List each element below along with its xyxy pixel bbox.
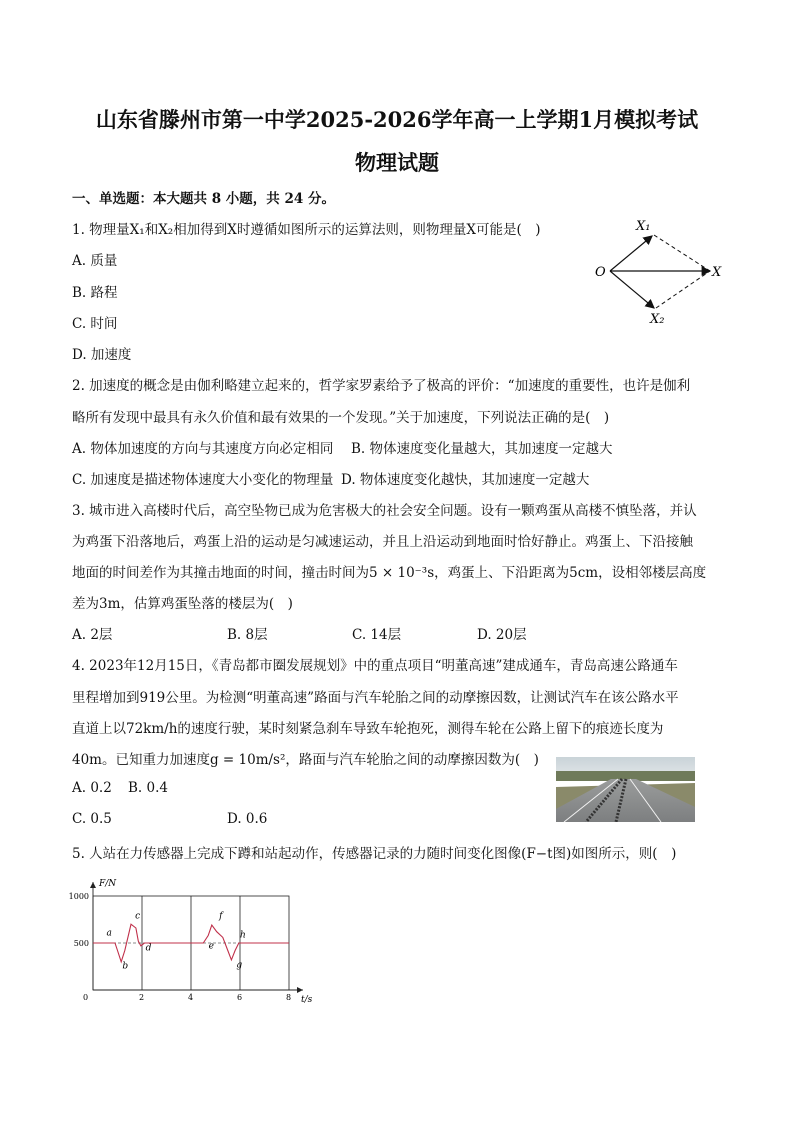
q1-option-c: C. 时间 — [72, 316, 118, 332]
q3-option-d: D. 20层 — [477, 627, 527, 643]
point-label-c: c — [135, 911, 141, 922]
section-heading: 一、单选题：本大题共 8 小题，共 24 分。 — [72, 191, 335, 207]
q4-stem-line4: 40m。已知重力加速度g = 10m/s²，路面与汽车轮胎之间的动摩擦因数为( ) — [72, 752, 539, 768]
dashed-guide-bottom — [656, 271, 710, 308]
x-tick-label: 8 — [286, 993, 292, 1002]
q4-stem-line1: 4. 2023年12月15日，《青岛都市圈发展规划》中的重点项目“明董高速”建成通车，青岛高速公路通车 — [72, 658, 678, 674]
y-axis-arrow — [90, 882, 96, 888]
q4-option-b: B. 0.4 — [128, 780, 168, 796]
q1-option-b: B. 路程 — [72, 285, 118, 301]
x-tick-label: 2 — [139, 993, 145, 1002]
point-label-d: d — [145, 943, 152, 954]
q2-stem-line1: 2. 加速度的概念是由伽利略建立起来的，哲学家罗素给予了极高的评价：“加速度的重要性，也许是伽利 — [72, 378, 691, 394]
q2-option-a: A. 物体加速度的方向与其速度方向必定相同 — [72, 441, 334, 457]
y-tick-label: 500 — [73, 939, 89, 948]
point-label-f: f — [219, 911, 223, 922]
q1-option-d: D. 加速度 — [72, 347, 132, 363]
q4-stem-line3: 直道上以72km/h的速度行驶，某时刻紧急刹车导致车轮抱死，测得车轮在公路上留下的痕迹长度为 — [72, 721, 664, 737]
label-x1: X₁ — [636, 219, 651, 234]
point-label-g: g — [236, 960, 243, 971]
q4-option-c: C. 0.5 — [72, 811, 112, 827]
x-tick-label: 4 — [188, 993, 194, 1002]
x-axis-label: t/s — [301, 995, 313, 1005]
q3-stem-line3: 地面的时间差作为其撞击地面的时间，撞击时间为5 × 10⁻³s，鸡蛋上、下沿距离为5cm，设相邻楼层高度 — [72, 565, 707, 581]
dashed-guide-top — [654, 235, 710, 271]
x-tick-label: 6 — [237, 993, 243, 1002]
q2-option-c: C. 加速度是描述物体速度大小变化的物理量 — [72, 472, 334, 488]
label-x: X — [712, 265, 722, 280]
q1-option-a: A. 质量 — [72, 253, 118, 269]
vector-x1 — [610, 236, 652, 271]
q4-stem-line2: 里程增加到919公里。为检测“明董高速”路面与汽车轮胎之间的动摩擦因数，让测试汽车在该公路水平 — [72, 690, 679, 706]
q3-stem-line1: 3. 城市进入高楼时代后，高空坠物已成为危害极大的社会安全问题。设有一颗鸡蛋从高楼不慎坠落，并认 — [72, 503, 697, 519]
q2-stem-line2: 略所有发现中最具有永久价值和最有效果的一个发现。”关于加速度，下列说法正确的是( ) — [72, 410, 610, 426]
x-tick-label: 0 — [83, 993, 89, 1002]
y-tick-label: 1000 — [68, 892, 89, 901]
vector-addition-figure — [592, 214, 732, 332]
q4-option-a: A. 0.2 — [72, 780, 112, 796]
q3-stem-line2: 为鸡蛋下沿落地后，鸡蛋上沿的运动是匀减速运动，并且上沿运动到地面时恰好静止。鸡蛋上、下沿接触 — [72, 534, 693, 550]
q4-option-d: D. 0.6 — [227, 811, 268, 827]
point-label-e: e — [208, 941, 214, 952]
q5-stem: 5. 人站在力传感器上完成下蹲和站起动作，传感器记录的力随时间变化图像(F−t图)如图所示，则( ) — [72, 846, 677, 862]
q3-option-a: A. 2层 — [72, 627, 113, 643]
q2-option-d: D. 物体速度变化越快，其加速度一定越大 — [341, 472, 590, 488]
q3-stem-line4: 差为3m，估算鸡蛋坠落的楼层为( ) — [72, 596, 293, 612]
q3-option-b: B. 8层 — [227, 627, 268, 643]
road-skid-marks-photo — [556, 757, 695, 822]
x-axis-arrow — [297, 987, 303, 993]
point-label-h: h — [240, 930, 246, 941]
label-x2: X₂ — [650, 312, 665, 327]
paper-title: 山东省滕州市第一中学2025-2026学年高一上学期1月模拟考试 — [95, 107, 699, 132]
vector-x2 — [610, 271, 654, 308]
paper-subtitle: 物理试题 — [355, 150, 439, 175]
q3-option-c: C. 14层 — [352, 627, 402, 643]
q2-option-b: B. 物体速度变化量越大，其加速度一定越大 — [351, 441, 613, 457]
q1-stem: 1. 物理量X₁和X₂相加得到X时遵循如图所示的运算法则，则物理量X可能是( ) — [72, 222, 541, 238]
y-axis-label: F/N — [99, 879, 117, 889]
point-label-b: b — [122, 961, 129, 972]
point-label-a: a — [106, 928, 112, 939]
label-o: O — [595, 265, 606, 280]
force-time-chart — [60, 866, 330, 1006]
